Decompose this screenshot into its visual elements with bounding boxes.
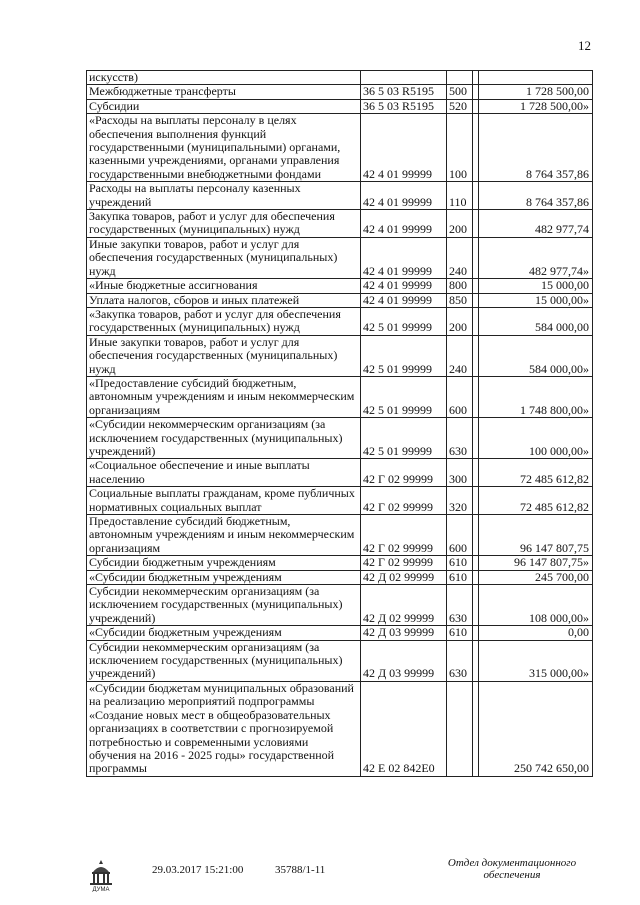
row-target-code: 42 Д 02 99999 (361, 570, 447, 584)
table-row (87, 376, 593, 417)
table-row (87, 293, 593, 307)
row-name: «Субсидии бюджетам муниципальных образований на реализацию мероприятий подпрограммы «Создание новых мест в общеобразовательных организациях в соответствии с прогнозируемой потребностью и современными условиями обучения на 2016 - 2025 годы» государственной программы (87, 681, 361, 776)
row-name: Иные закупки товаров, работ и услуг для обеспечения государственных (муниципальных) нужд (87, 335, 361, 376)
table-row (87, 556, 593, 570)
row-target-code: 42 Г 02 99999 (361, 515, 447, 556)
row-target-code: 36 5 03 R5195 (361, 99, 447, 113)
row-name: Субсидии (87, 99, 361, 113)
row-expense-type: 200 (447, 210, 473, 238)
row-name: Субсидии некоммерческим организациям (за исключением государственных (муниципальных) учреждений) (87, 640, 361, 681)
row-amount: 15 000,00 (479, 279, 593, 293)
row-target-code: 42 4 01 99999 (361, 279, 447, 293)
table-row (87, 585, 593, 626)
table-row (87, 237, 593, 278)
row-amount: 72 485 612,82 (479, 487, 593, 515)
row-target-code: 42 5 01 99999 (361, 376, 447, 417)
row-expense-type: 500 (447, 85, 473, 99)
row-expense-type (447, 71, 473, 85)
row-expense-type (447, 681, 473, 776)
row-amount: 72 485 612,82 (479, 459, 593, 487)
page-number: 12 (578, 38, 591, 53)
row-name: «Предоставление субсидий бюджетным, автономным учреждениям и иным некоммерческим организациям (87, 376, 361, 417)
row-amount: 245 700,00 (479, 570, 593, 584)
row-target-code (361, 71, 447, 85)
row-expense-type: 320 (447, 487, 473, 515)
row-amount: 315 000,00» (479, 640, 593, 681)
row-name: «Субсидии бюджетным учреждениям (87, 570, 361, 584)
row-name: «Иные бюджетные ассигнования (87, 279, 361, 293)
row-expense-type: 630 (447, 418, 473, 459)
row-expense-type: 100 (447, 114, 473, 182)
table-row (87, 418, 593, 459)
table-row (87, 71, 593, 85)
row-name: Субсидии некоммерческим организациям (за исключением государственных (муниципальных) учреждений) (87, 585, 361, 626)
row-amount: 8 764 357,86 (479, 182, 593, 210)
row-target-code: 42 5 01 99999 (361, 335, 447, 376)
row-target-code: 42 Г 02 99999 (361, 487, 447, 515)
row-expense-type: 600 (447, 515, 473, 556)
row-amount: 96 147 807,75» (479, 556, 593, 570)
row-target-code: 42 5 01 99999 (361, 307, 447, 335)
row-target-code: 42 Г 02 99999 (361, 556, 447, 570)
row-amount: 1 728 500,00» (479, 99, 593, 113)
row-amount (479, 71, 593, 85)
row-target-code: 42 Е 02 842Е0 (361, 681, 447, 776)
row-target-code: 42 4 01 99999 (361, 114, 447, 182)
row-name: Социальные выплаты гражданам, кроме публичных нормативных социальных выплат (87, 487, 361, 515)
row-name: Расходы на выплаты персоналу казенных учреждений (87, 182, 361, 210)
row-target-code: 42 Г 02 99999 (361, 459, 447, 487)
row-expense-type: 520 (447, 99, 473, 113)
row-name: Межбюджетные трансферты (87, 85, 361, 99)
row-name: «Субсидии бюджетным учреждениям (87, 626, 361, 640)
row-name: Уплата налогов, сборов и иных платежей (87, 293, 361, 307)
table-row (87, 487, 593, 515)
row-expense-type: 630 (447, 585, 473, 626)
table-row (87, 640, 593, 681)
row-target-code: 42 Д 03 99999 (361, 626, 447, 640)
row-amount: 96 147 807,75 (479, 515, 593, 556)
row-name: Субсидии бюджетным учреждениям (87, 556, 361, 570)
table-row (87, 114, 593, 182)
row-amount: 108 000,00» (479, 585, 593, 626)
table-row (87, 681, 593, 776)
row-name: «Социальное обеспечение и иные выплаты населению (87, 459, 361, 487)
table-row (87, 515, 593, 556)
table-row (87, 279, 593, 293)
row-amount: 1 748 800,00» (479, 376, 593, 417)
row-expense-type: 200 (447, 307, 473, 335)
table-row (87, 626, 593, 640)
row-amount: 482 977,74» (479, 237, 593, 278)
row-target-code: 42 4 01 99999 (361, 210, 447, 238)
row-target-code: 42 5 01 99999 (361, 418, 447, 459)
duma-emblem-icon (87, 858, 115, 892)
row-expense-type: 610 (447, 626, 473, 640)
row-name: «Субсидии некоммерческим организациям (за исключением государственных (муниципальных) учреждений) (87, 418, 361, 459)
emblem-label: ДУМА (92, 887, 110, 892)
row-expense-type: 800 (447, 279, 473, 293)
row-target-code: 42 4 01 99999 (361, 293, 447, 307)
row-amount: 584 000,00 (479, 307, 593, 335)
table-row (87, 99, 593, 113)
row-name: «Расходы на выплаты персоналу в целях обеспечения выполнения функций государственными (муниципальными) органами, казенными учреждениями, органами управления государственными внебюджетными фондами (87, 114, 361, 182)
table-row (87, 335, 593, 376)
row-expense-type: 240 (447, 237, 473, 278)
row-name: Иные закупки товаров, работ и услуг для обеспечения государственных (муниципальных) нужд (87, 237, 361, 278)
row-expense-type: 850 (447, 293, 473, 307)
row-expense-type: 630 (447, 640, 473, 681)
row-amount: 250 742 650,00 (479, 681, 593, 776)
row-expense-type: 610 (447, 570, 473, 584)
row-amount: 0,00 (479, 626, 593, 640)
row-name: искусств) (87, 71, 361, 85)
row-amount: 15 000,00» (479, 293, 593, 307)
footer-doc-number: 35788/1-11 (275, 864, 326, 876)
row-name: «Закупка товаров, работ и услуг для обеспечения государственных (муниципальных) нужд (87, 307, 361, 335)
row-expense-type: 610 (447, 556, 473, 570)
row-amount: 584 000,00» (479, 335, 593, 376)
footer-department: Отдел документационного обеспечения (447, 857, 577, 881)
table-row (87, 85, 593, 99)
row-expense-type: 240 (447, 335, 473, 376)
row-amount: 1 728 500,00 (479, 85, 593, 99)
row-expense-type: 110 (447, 182, 473, 210)
table-row (87, 210, 593, 238)
row-expense-type: 300 (447, 459, 473, 487)
table-row (87, 459, 593, 487)
row-amount: 482 977,74 (479, 210, 593, 238)
row-name: Предоставление субсидий бюджетным, автономным учреждениям и иным некоммерческим организациям (87, 515, 361, 556)
budget-table (86, 70, 593, 777)
table-row (87, 307, 593, 335)
footer-date: 29.03.2017 15:21:00 (152, 864, 244, 876)
row-target-code: 42 4 01 99999 (361, 237, 447, 278)
row-name: Закупка товаров, работ и услуг для обеспечения государственных (муниципальных) нужд (87, 210, 361, 238)
table-row (87, 570, 593, 584)
row-target-code: 42 Д 02 99999 (361, 585, 447, 626)
row-target-code: 42 4 01 99999 (361, 182, 447, 210)
row-expense-type: 600 (447, 376, 473, 417)
row-target-code: 42 Д 03 99999 (361, 640, 447, 681)
table-row (87, 182, 593, 210)
row-amount: 100 000,00» (479, 418, 593, 459)
row-target-code: 36 5 03 R5195 (361, 85, 447, 99)
row-amount: 8 764 357,86 (479, 114, 593, 182)
